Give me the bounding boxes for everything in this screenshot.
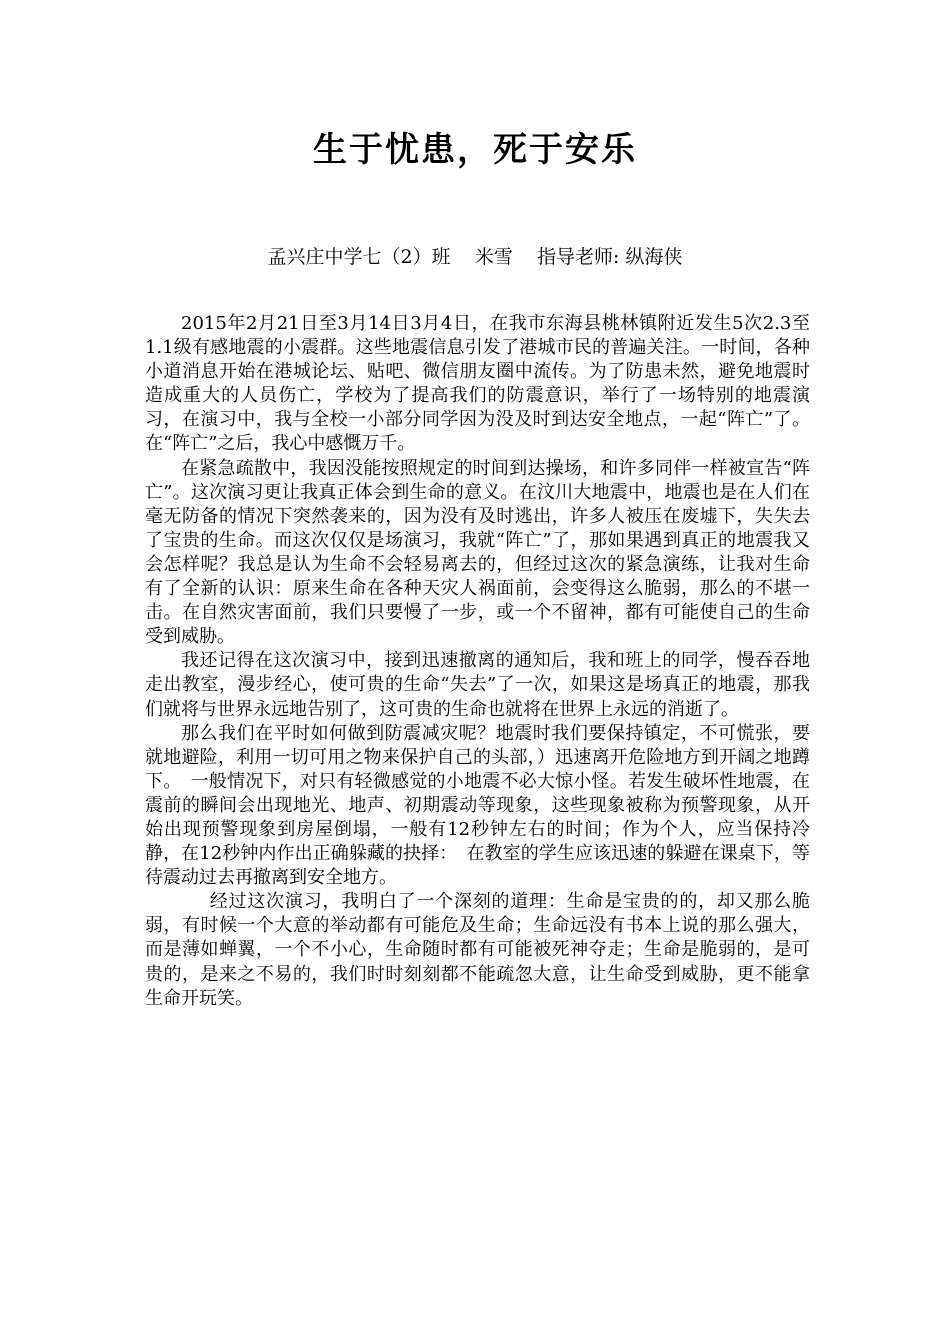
byline: [0, 244, 950, 270]
paragraph-5: 经过这次演习，我明白了一个深刻的道理：生命是宝贵的的，却又那么脆弱，有时候一个大意的举动都有可能危及生命；生命远没有书本上说的那么强大，而是薄如蝉翼，一个不小心，生命随时都有可能被死神夺走；生命是脆弱的，是可贵的，是来之不易的，我们时时刻刻都不能疏忽大意，让生命受到威胁，更不能拿生命开玩笑。: [145, 891, 810, 1009]
page-title: 生于忧患，死于安乐: [313, 130, 637, 170]
paragraph-2: 在紧急疏散中，我因没能按照规定的时间到达操场，和许多同伴一样被宣告“阵亡”。这次演习更让我真正体会到生命的意义。在汶川大地震中，地震也是在人们在毫无防备的情况下突然袭来的，因为没有及时逃出，许多人被压在废墟下，失失去了宝贵的生命。而这次仅仅是场演习，我就“阵亡”了，那如果遇到真正的地震我又会怎样呢？我总是认为生命不会轻易离去的，但经过这次的紧急演练，让我对生命有了全新的认识：原来生命在各种天灾人祸面前，会变得这么脆弱，那么的不堪一击。在自然灾害面前，我们只要慢了一步，或一个不留神，都有可能使自己的生命受到威胁。: [145, 457, 810, 648]
paragraph-1: 2015年2月21日至3月14日3月4日，在我市东海县桃林镇附近发生5次2.3至1.1级有感地震的小震群。这些地震信息引发了港城市民的普遍关注。一时间，各种小道消息开始在港城论坛、贴吧、微信朋友圈中流传。为了防患未然，避免地震时造成重大的人员伤亡，学校为了提高我们的防震意识，举行了一场特别的地震演习，在演习中，我与全校一小部分同学因为没及时到达安全地点，一起“阵亡”了。在“阵亡”之后，我心中感慨万千。: [145, 313, 810, 455]
paragraph-3: 我还记得在这次演习中，接到迅速撤离的通知后，我和班上的同学，慢吞吞地走出教室，漫步经心，使可贵的生命“失去”了一次，如果这是场真正的地震，那我们就将与世界永远地告别了，这可贵的生命也就将在世界上永远的消逝了。: [145, 650, 810, 720]
byline-author: 米雪: [474, 246, 513, 268]
byline-spacer: [513, 246, 537, 268]
byline-spacer: [451, 246, 475, 268]
byline-school-class: 孟兴庄中学七（2）班: [267, 246, 451, 268]
paragraph-4: 那么我们在平时如何做到防震减灾呢？地震时我们要保持镇定，不可慌张，要就地避险，利用一切可用之物来保护自己的头部，）迅速离开危险地方到开阔之地蹲下。 一般情况下，对只有轻微感觉的小地震不必大惊小怪。若发生破坏性地震，在震前的瞬间会出现地光、地声、初期震动等现象，这些现象被称为预警现象，从开始出现预警现象到房屋倒塌，一般有12秒钟左右的时间；作为个人，应当保持冷静，在12秒钟内作出正确躲藏的抉择： 在教室的学生应该迅速的躲避在课桌下，等待震动过去再撤离到安全地方。: [145, 722, 810, 889]
essay-body: [145, 312, 810, 1011]
byline-teacher: 指导老师: 纵海侠: [537, 246, 683, 268]
